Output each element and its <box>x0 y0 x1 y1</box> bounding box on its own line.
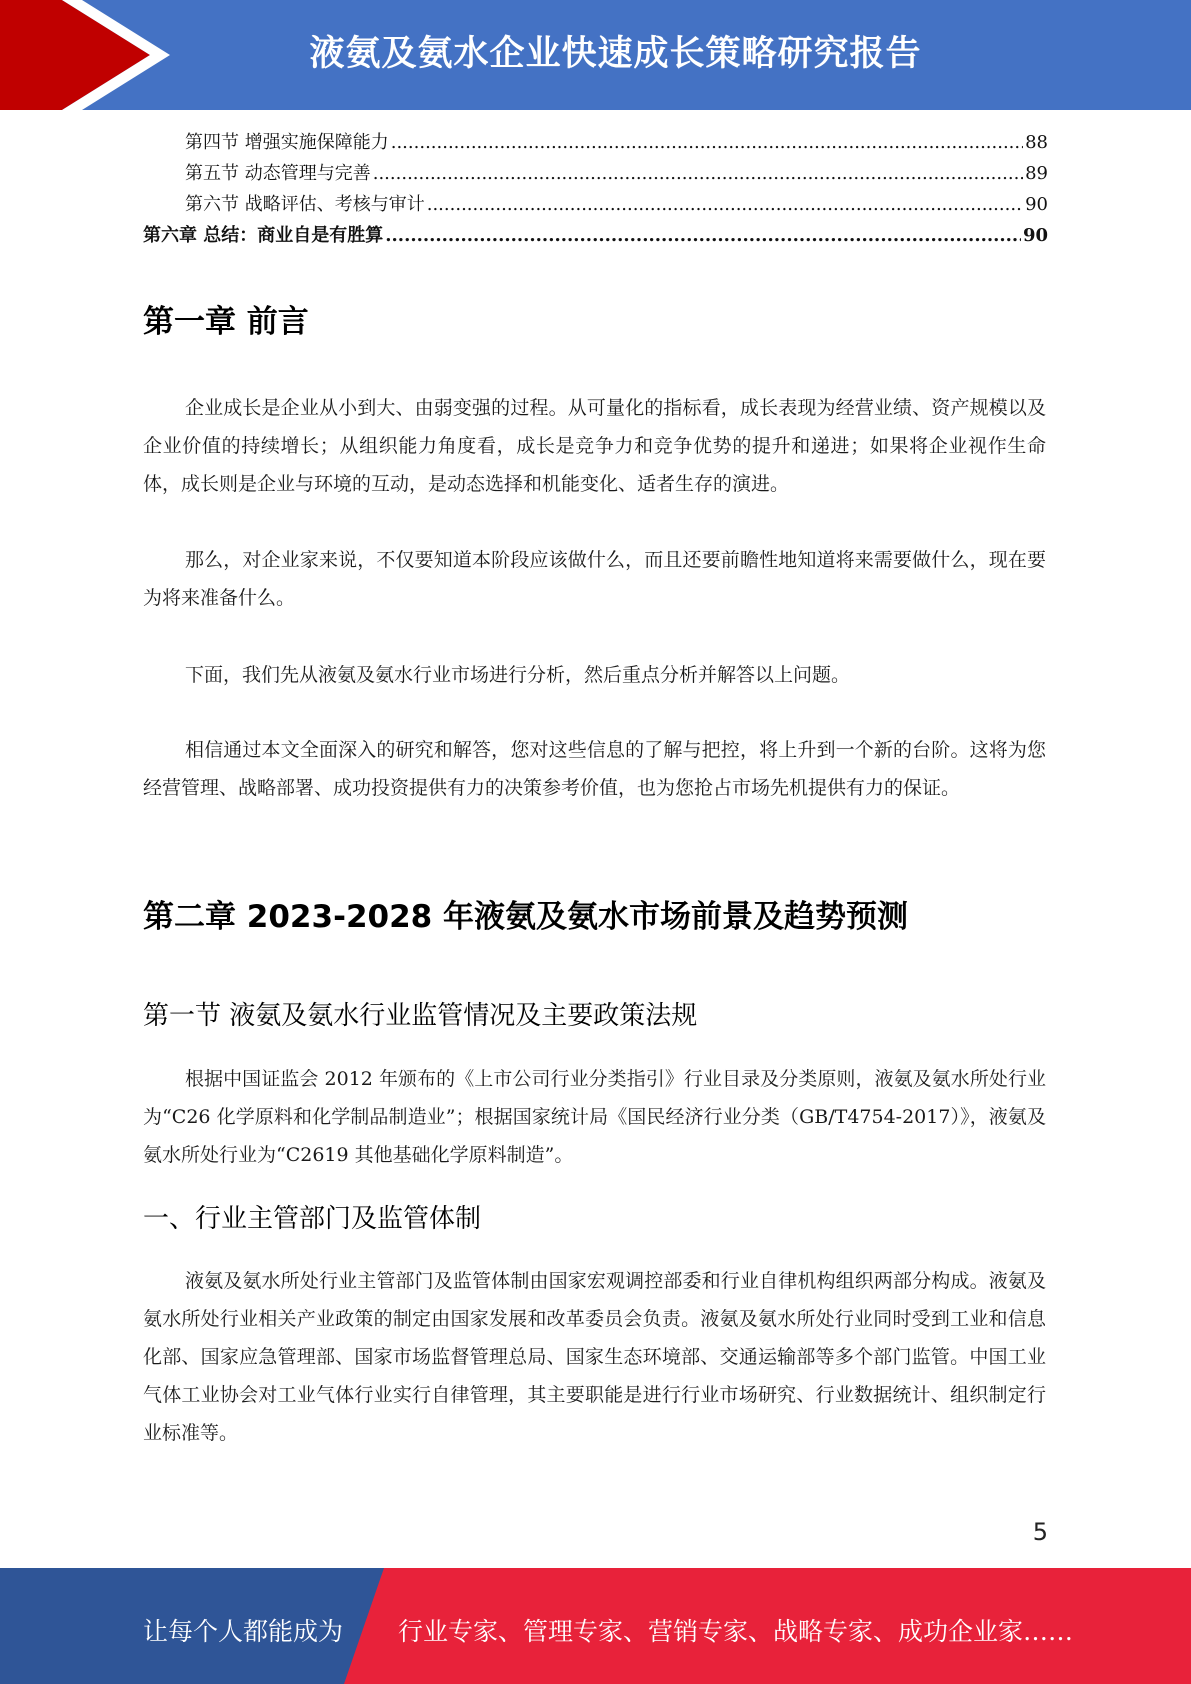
toc-item-label: 第六节 战略评估、考核与审计 <box>185 194 425 215</box>
page-footer <box>0 1568 1191 1684</box>
paragraph: 根据中国证监会 2012 年颁布的《上市公司行业分类指引》行业目录及分类原则，液氨及氨水所处行业为“C26 化学原料和化学制品制造业”；根据国家统计局《国民经济行业分类（GB/T4754-2017）》，液氨及氨水所处行业为“C2619 其他基础化学原料制造”。 <box>143 1068 1046 1166</box>
toc-item-page: 89 <box>1025 163 1048 184</box>
page-header <box>0 0 1191 110</box>
toc-item[interactable] <box>143 128 1048 159</box>
paragraph: 企业成长是企业从小到大、由弱变强的过程。从可量化的指标看，成长表现为经营业绩、资产规模以及企业价值的持续增长；从组织能力角度看，成长是竞争力和竞争优势的提升和递进；如果将企业视作生命体，成长则是企业与环境的互动，是动态选择和机能变化、适者生存的演进。 <box>143 397 1046 495</box>
toc-item-page: 90 <box>1025 194 1048 215</box>
toc-dot-leader <box>373 163 1023 184</box>
toc-item-page: 90 <box>1022 225 1048 246</box>
section-heading: 第一节 液氨及氨水行业监管情况及主要政策法规 <box>143 1001 698 1031</box>
toc-item[interactable] <box>143 221 1048 252</box>
toc-item[interactable] <box>143 190 1048 221</box>
toc-item-label: 第四节 增强实施保障能力 <box>185 132 389 153</box>
footer-slogan-right: 行业专家、管理专家、营销专家、战略专家、成功企业家…… <box>398 1617 1074 1646</box>
paragraph: 液氨及氨水所处行业主管部门及监管体制由国家宏观调控部委和行业自律机构组织两部分构成。液氨及氨水所处行业相关产业政策的制定由国家发展和改革委员会负责。液氨及氨水所处行业同时受到工业和信息化部、国家应急管理部、国家市场监督管理总局、国家生态环境部、交通运输部等多个部门监管。中国工业气体工业协会对工业气体行业实行自律管理，其主要职能是进行行业市场研究、行业数据统计、组织制定行业标准等。 <box>143 1270 1046 1444</box>
toc-dot-leader <box>427 194 1023 215</box>
paragraph: 下面，我们先从液氨及氨水行业市场进行分析，然后重点分析并解答以上问题。 <box>185 664 851 686</box>
chapter-1-heading: 第一章 前言 <box>143 304 309 340</box>
toc-item-label: 第五节 动态管理与完善 <box>185 163 371 184</box>
paragraph: 相信通过本文全面深入的研究和解答，您对这些信息的了解与把控，将上升到一个新的台阶。这将为您经营管理、战略部署、成功投资提供有力的决策参考价值，也为您抢占市场先机提供有力的保证。 <box>143 739 1046 799</box>
toc-item[interactable] <box>143 159 1048 190</box>
page-number: 5 <box>1032 1518 1048 1546</box>
toc-dot-leader <box>391 132 1023 153</box>
toc-dot-leader <box>385 225 1021 246</box>
toc-item-page: 88 <box>1025 132 1048 153</box>
report-title: 液氨及氨水企业快速成长策略研究报告 <box>309 34 922 74</box>
subsection-heading: 一、行业主管部门及监管体制 <box>143 1204 482 1234</box>
paragraph: 那么，对企业家来说，不仅要知道本阶段应该做什么，而且还要前瞻性地知道将来需要做什么，现在要为将来准备什么。 <box>143 549 1046 609</box>
table-of-contents <box>143 128 1048 252</box>
toc-item-label: 第六章 总结：商业自是有胜算 <box>143 225 384 246</box>
chapter-2-heading: 第二章 2023-2028 年液氨及氨水市场前景及趋势预测 <box>143 899 909 935</box>
footer-slogan-left: 让每个人都能成为 <box>143 1617 344 1646</box>
